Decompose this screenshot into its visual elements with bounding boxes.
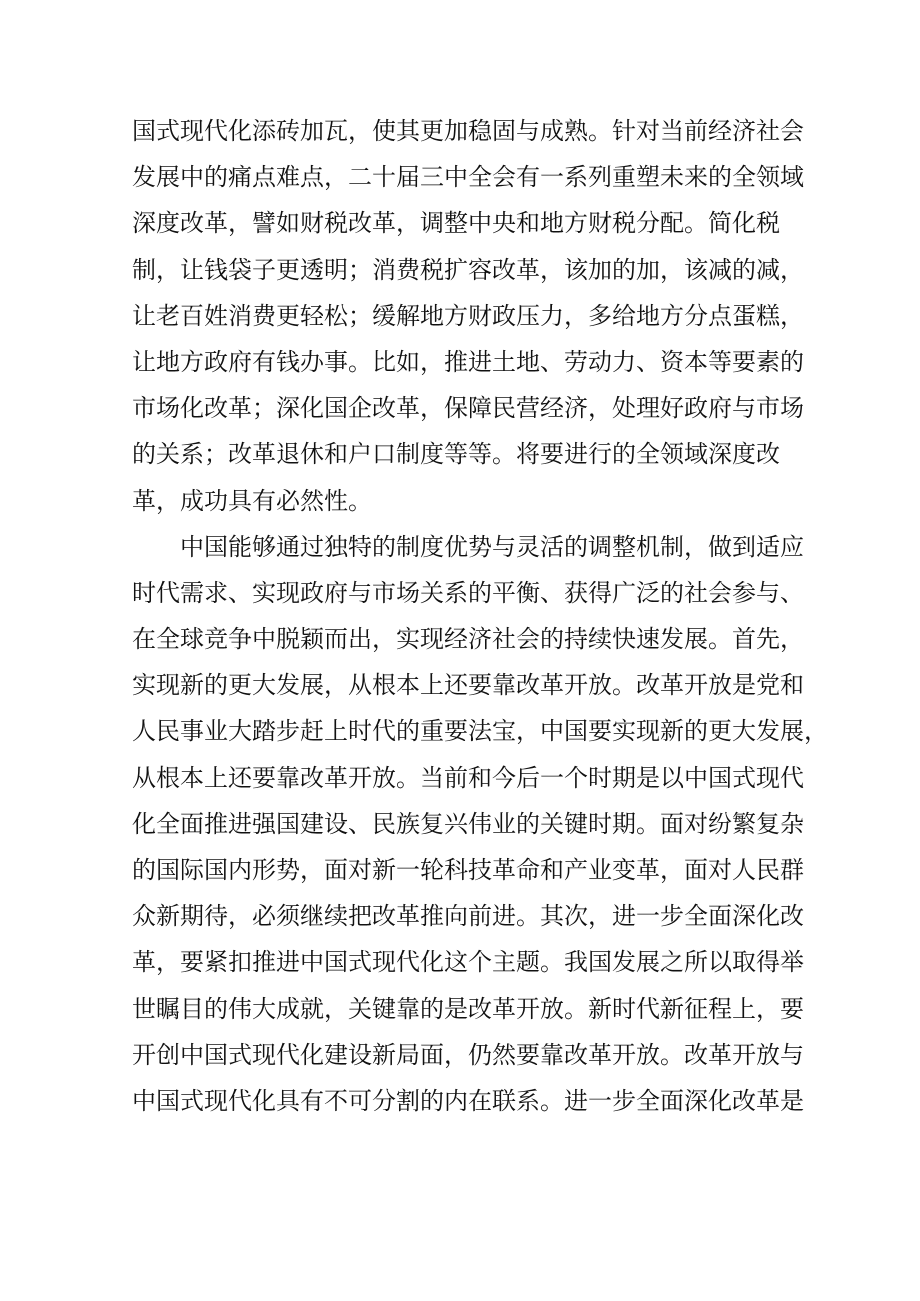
text-line: 让地方政府有钱办事。比如，推进土地、劳动力、资本等要素的 [132, 347, 804, 376]
text-line: 深度改革，譬如财税改革，调整中央和地方财税分配。简化税 [132, 209, 780, 238]
text-line: 开创中国式现代化建设新局面，仍然要靠改革开放。改革开放与 [132, 1040, 804, 1069]
text-line: 中国式现代化具有不可分割的内在联系。进一步全面深化改革是 [132, 1086, 804, 1115]
text-line: 世瞩目的伟大成就，关键靠的是改革开放。新时代新征程上，要 [132, 994, 804, 1023]
text-line: 实现新的更大发展，从根本上还要靠改革开放。改革开放是党和 [132, 671, 804, 700]
text-line: 众新期待，必须继续把改革推向前进。其次，进一步全面深化改 [132, 902, 804, 931]
text-line-indented: 中国能够通过独特的制度优势与灵活的调整机制，做到适应 [180, 532, 804, 561]
text-line: 从根本上还要靠改革开放。当前和今后一个时期是以中国式现代 [132, 763, 804, 792]
text-line: 革，要紧扣推进中国式现代化这个主题。我国发展之所以取得举 [132, 948, 804, 977]
text-line: 在全球竞争中脱颖而出，实现经济社会的持续快速发展。首先， [132, 625, 804, 654]
text-line: 时代需求、实现政府与市场关系的平衡、获得广泛的社会参与、 [132, 578, 804, 607]
text-line: 化全面推进强国建设、民族复兴伟业的关键时期。面对纷繁复杂 [132, 809, 804, 838]
text-line: 发展中的痛点难点，二十届三中全会有一系列重塑未来的全领域 [132, 163, 804, 192]
text-line: 国式现代化添砖加瓦，使其更加稳固与成熟。针对当前经济社会 [132, 117, 804, 145]
text-line: 人民事业大踏步赶上时代的重要法宝，中国要实现新的更大发展， [132, 717, 828, 746]
paragraph-2 [132, 524, 828, 1124]
text-line: 的关系；改革退休和户口制度等等。将要进行的全领域深度改 [132, 440, 780, 469]
text-line: 的国际国内形势，面对新一轮科技革命和产业变革，面对人民群 [132, 856, 804, 884]
text-line: 市场化改革；深化国企改革，保障民营经济，处理好政府与市场 [132, 394, 804, 423]
paragraph-1 [132, 108, 804, 524]
text-line: 让老百姓消费更轻松；缓解地方财政压力，多给地方分点蛋糕， [132, 301, 804, 330]
text-line: 制，让钱袋子更透明；消费税扩容改革，该加的加，该减的减， [132, 255, 804, 284]
text-line: 革，成功具有必然性。 [132, 486, 372, 515]
body-text [132, 108, 828, 1124]
